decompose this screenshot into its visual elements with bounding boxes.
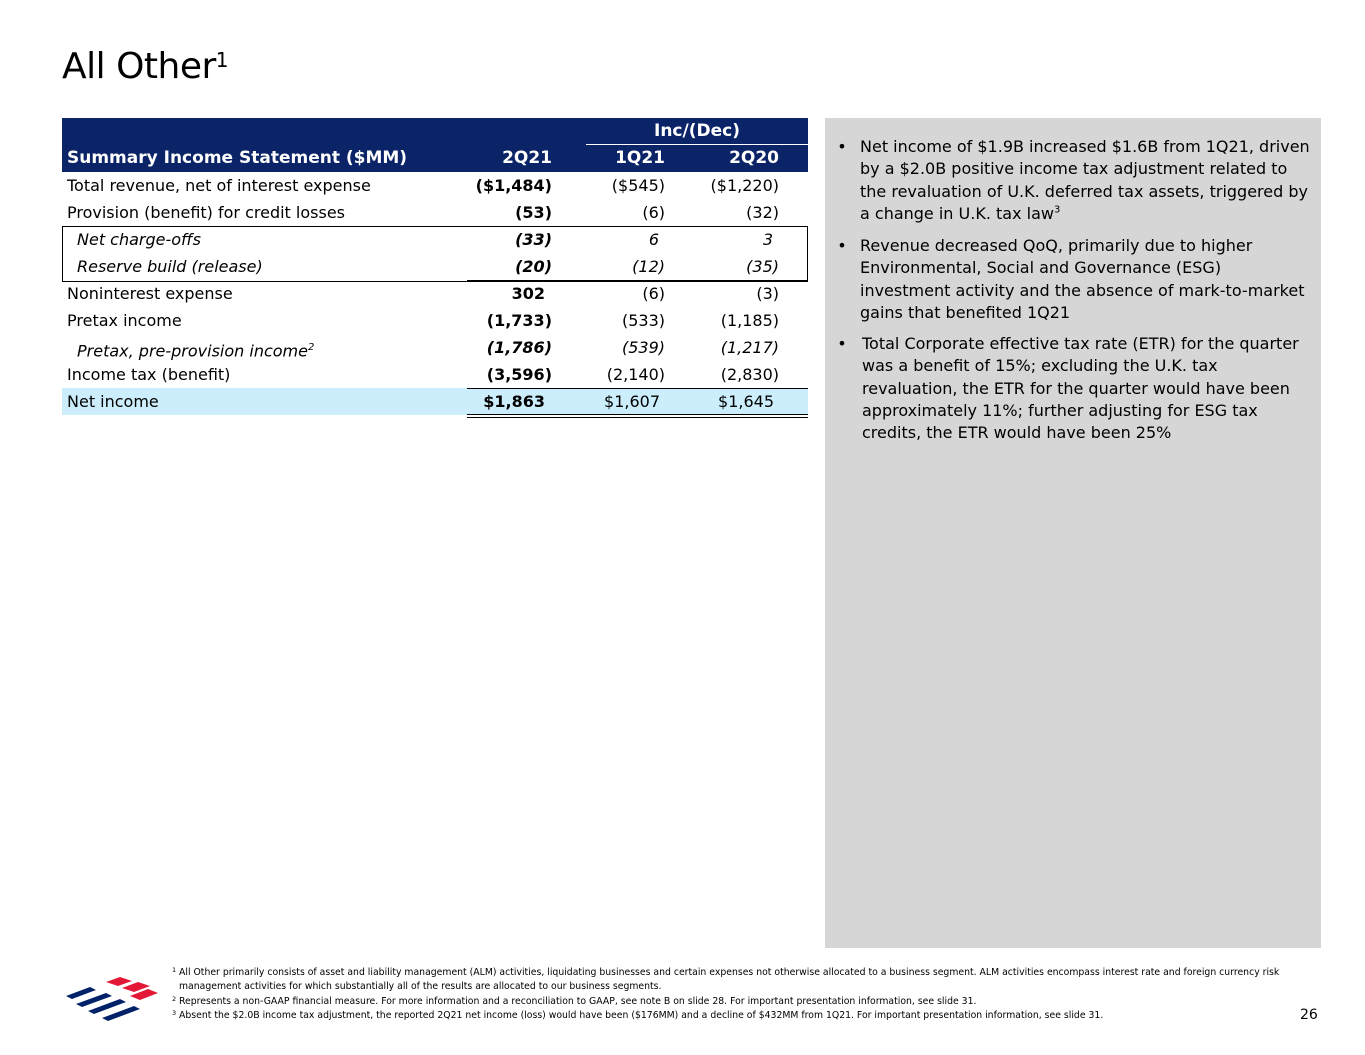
footnotes [172, 966, 1292, 1023]
footnote [172, 1009, 1292, 1023]
cell-2q21: (33) [515, 230, 552, 249]
header-label: Summary Income Statement ($MM) [67, 148, 408, 168]
footnote-ref: 3 [1053, 204, 1061, 216]
commentary-panel [825, 118, 1321, 948]
page-title-text: All Other [62, 46, 216, 87]
bullet-item [835, 136, 1315, 225]
table-row [62, 307, 808, 334]
table-row [62, 280, 808, 307]
bullet-dot: • [837, 236, 847, 255]
double-underline-bottom [467, 417, 808, 418]
cell-1q21: (12) [632, 257, 665, 276]
row-label: Pretax income [67, 311, 182, 330]
cell-2q21: (20) [515, 257, 552, 276]
footnote-text: All Other primarily consists of asset and liability management (ALM) activities, liquidating businesses and certain expenses not otherwise allocated to a business segment. ALM activities encompass interest rate and foreign currency risk management activities for which substantially all of the results are allocated to our business segments. [179, 967, 1280, 993]
cell-2q20: 3 [762, 230, 773, 249]
bullet-text: Total Corporate effective tax rate (ETR) for the quarter was a benefit of 15%; excluding the U.K. tax revaluation, the ETR for the quarter would have been approximately 11%; further adjusting for ESG tax credits, the ETR would have been 25% [862, 334, 1299, 443]
footnote-text: Represents a non-GAAP financial measure. For more information and a reconciliation to GAAP, see note B on slide 28. For important presentation information, see slide 31. [179, 995, 977, 1007]
cell-2q21: ($1,484) [475, 176, 552, 195]
footnote-text: Absent the $2.0B income tax adjustment, the reported 2Q21 net income (loss) would have been ($176MM) and a decline of $432MM from 1Q21. For important presentation information, see slide 31. [179, 1009, 1104, 1021]
cell-2q20: (3) [756, 284, 779, 303]
cell-1q21: ($545) [611, 176, 665, 195]
cell-2q20: ($1,220) [710, 176, 779, 195]
table-row [62, 334, 808, 361]
footnote-number: 3 [172, 1008, 177, 1017]
cell-1q21: $1,607 [604, 392, 660, 411]
cell-2q20: (1,217) [720, 338, 779, 357]
row-label: Reserve build (release) [77, 257, 263, 276]
bullet-item [835, 235, 1315, 324]
cell-2q21: (3,596) [486, 365, 552, 384]
row-label: Provision (benefit) for credit losses [67, 203, 345, 222]
row-label: Net income [67, 392, 159, 411]
flag-logo-icon [62, 972, 162, 1028]
cell-2q21: 302 [511, 284, 545, 303]
bullet-item [835, 333, 1315, 444]
bullet-text-body: Net income of $1.9B increased $1.6B from 1Q21, driven by a $2.0B positive income tax adjustment related to the revaluation of U.K. deferred tax assets, triggered by a change in U.K. tax law [860, 137, 1310, 223]
row-label: Total revenue, net of interest expense [67, 176, 371, 195]
cell-1q21: (2,140) [606, 365, 665, 384]
table-row [62, 172, 808, 199]
bullet-dot: • [837, 334, 847, 353]
cell-1q21: 6 [648, 230, 659, 249]
cell-2q21: (1,786) [486, 338, 552, 357]
cell-2q21: (53) [515, 203, 552, 222]
footnote-number: 1 [172, 966, 177, 974]
cell-1q21: (6) [642, 284, 665, 303]
title-footnote-ref: 1 [215, 48, 229, 72]
column-header-2q20: 2Q20 [729, 148, 779, 168]
cell-2q20: (1,185) [720, 311, 779, 330]
cell-2q20: (35) [746, 257, 779, 276]
column-header-1q21: 1Q21 [615, 148, 665, 168]
column-header-2q21: 2Q21 [502, 148, 552, 168]
cell-1q21: (533) [621, 311, 665, 330]
double-underline-top [467, 414, 808, 415]
row-label: Noninterest expense [67, 284, 233, 303]
footnote-ref: 2 [307, 342, 315, 353]
cell-1q21: (6) [642, 203, 665, 222]
footnote [172, 995, 1292, 1009]
row-label: Net charge-offs [77, 230, 201, 249]
table-row [62, 199, 808, 226]
row-label [77, 334, 314, 364]
cell-2q21: (1,733) [486, 311, 552, 330]
net-income-row [62, 388, 808, 415]
table-header [62, 118, 808, 172]
table-row [62, 361, 808, 388]
cell-2q21: $1,863 [483, 392, 545, 411]
row-label-text: Pretax, pre-provision income [77, 341, 308, 361]
footnote-number: 2 [172, 994, 177, 1003]
bullet-text: Revenue decreased QoQ, primarily due to higher Environmental, Social and Governance (ESG) investment activity and the absence of mark-to-market gains that benefited 1Q21 [860, 236, 1305, 322]
charge-offs-box [62, 226, 808, 282]
footnote [172, 966, 1292, 995]
group-header-inc-dec: Inc/(Dec) [654, 121, 740, 141]
group-header-underline [586, 144, 808, 145]
page-title [62, 46, 228, 87]
bullet-dot: • [837, 137, 847, 156]
cell-2q20: (2,830) [720, 365, 779, 384]
cell-2q20: (32) [746, 203, 779, 222]
cell-2q20: $1,645 [718, 392, 774, 411]
bullet-text [860, 136, 1315, 225]
page-number: 26 [1300, 1007, 1318, 1023]
cell-1q21: (539) [621, 338, 665, 357]
row-label: Income tax (benefit) [67, 365, 231, 384]
summary-income-table [62, 118, 808, 415]
